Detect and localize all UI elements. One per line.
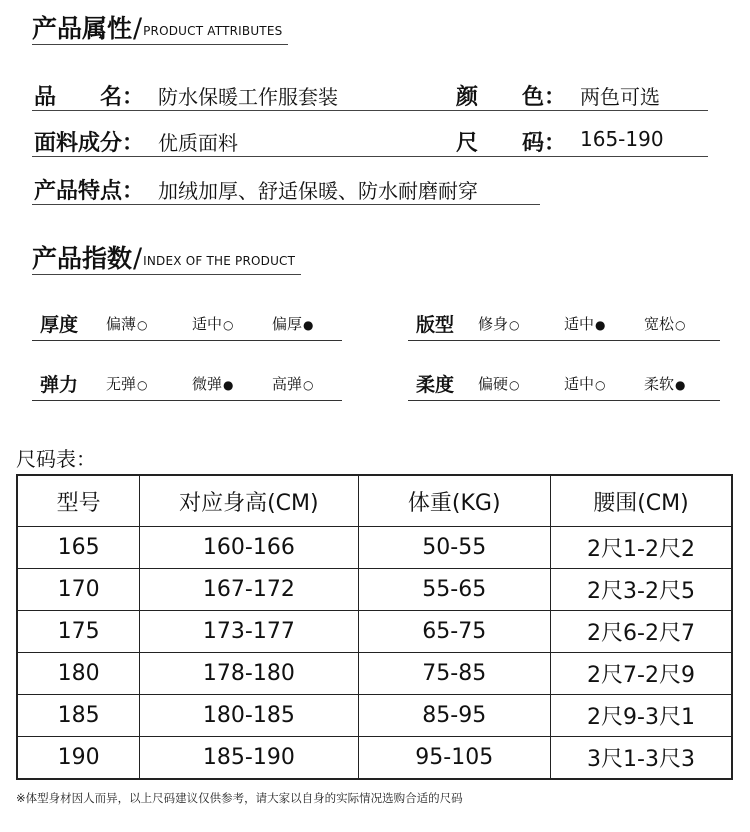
- weight-cell: 50-55: [358, 527, 550, 569]
- size-cell: 185: [17, 695, 140, 737]
- attribute-row-name-color: [32, 76, 708, 111]
- attribute-label: 尺 码：: [456, 131, 567, 156]
- index-title-zh: 产品指数: [32, 244, 133, 273]
- index-title-en: INDEX OF THE PRODUCT: [143, 254, 296, 268]
- size-cell: 190: [17, 737, 140, 780]
- attribute-row-fabric-size: [32, 122, 708, 157]
- waist-cell: 2尺6-2尺7: [550, 611, 732, 653]
- attribute-row-features: [32, 170, 540, 205]
- index-title: 弹力: [40, 374, 79, 396]
- waist-cell: 2尺9-3尺1: [550, 695, 732, 737]
- size-cell: 165: [17, 527, 140, 569]
- weight-cell: 55-65: [358, 569, 550, 611]
- radio-filled-icon: ●: [303, 318, 314, 332]
- index-option-selected: 适中●: [564, 315, 606, 333]
- attribute-value: 防水保暖工作服套装: [158, 85, 338, 109]
- index-title: 柔度: [416, 374, 455, 396]
- attribute-value: 加绒加厚、舒适保暖、防水耐磨耐穿: [158, 179, 478, 203]
- radio-empty-icon: ○: [137, 318, 148, 332]
- height-cell: 173-177: [140, 611, 358, 653]
- waist-cell: 2尺7-2尺9: [550, 653, 732, 695]
- waist-cell: 2尺1-2尺2: [550, 527, 732, 569]
- radio-empty-icon: ○: [595, 378, 606, 392]
- attributes-section-header: [32, 8, 288, 45]
- radio-filled-icon: ●: [675, 378, 686, 392]
- height-cell: 167-172: [140, 569, 358, 611]
- table-header-row: [17, 475, 732, 527]
- index-row-thickness: [32, 310, 342, 341]
- table-row: [17, 695, 732, 737]
- index-option: 适中○: [564, 375, 606, 393]
- table-row: [17, 527, 732, 569]
- table-row: [17, 569, 732, 611]
- weight-cell: 95-105: [358, 737, 550, 780]
- column-header: 型号: [17, 475, 140, 527]
- table-row: [17, 653, 732, 695]
- attribute-value: 两色可选: [580, 85, 660, 109]
- size-cell: 180: [17, 653, 140, 695]
- attributes-title-en: PRODUCT ATTRIBUTES: [143, 24, 283, 38]
- table-row: [17, 611, 732, 653]
- attributes-title-zh: 产品属性: [32, 14, 133, 43]
- index-option: 适中○: [192, 315, 234, 333]
- size-cell: 175: [17, 611, 140, 653]
- index-option: 高弹○: [272, 375, 314, 393]
- weight-cell: 85-95: [358, 695, 550, 737]
- index-option: 修身○: [478, 315, 520, 333]
- waist-cell: 2尺3-2尺5: [550, 569, 732, 611]
- attribute-label: 产品特点：: [34, 179, 145, 204]
- attribute-value: 优质面料: [158, 131, 238, 155]
- title-slash: /: [133, 13, 143, 44]
- radio-empty-icon: ○: [303, 378, 314, 392]
- attribute-label: 颜 色：: [456, 85, 567, 110]
- attribute-value: 165-190: [580, 127, 664, 151]
- attribute-label: 品 名：: [34, 85, 145, 110]
- size-table: [16, 474, 733, 780]
- index-row-softness: [408, 370, 720, 401]
- column-header: 对应身高(CM): [140, 475, 358, 527]
- index-option-selected: 偏厚●: [272, 315, 314, 333]
- waist-cell: 3尺1-3尺3: [550, 737, 732, 780]
- index-row-elasticity: [32, 370, 342, 401]
- title-slash: /: [133, 243, 143, 274]
- attribute-label: 面料成分：: [34, 131, 145, 156]
- radio-empty-icon: ○: [223, 318, 234, 332]
- height-cell: 185-190: [140, 737, 358, 780]
- height-cell: 178-180: [140, 653, 358, 695]
- height-cell: 160-166: [140, 527, 358, 569]
- table-row: [17, 737, 732, 780]
- radio-empty-icon: ○: [675, 318, 686, 332]
- index-row-fit: [408, 310, 720, 341]
- weight-cell: 75-85: [358, 653, 550, 695]
- column-header: 腰围(CM): [550, 475, 732, 527]
- index-option: 偏薄○: [106, 315, 148, 333]
- index-option-selected: 微弹●: [192, 375, 234, 393]
- index-option: 无弹○: [106, 375, 148, 393]
- radio-empty-icon: ○: [509, 318, 520, 332]
- weight-cell: 65-75: [358, 611, 550, 653]
- index-section-header: [32, 238, 301, 275]
- index-option-selected: 柔软●: [644, 375, 686, 393]
- size-disclaimer-note: ※体型身材因人而异，以上尺码建议仅供参考，请大家以自身的实际情况选购合适的尺码: [16, 791, 463, 805]
- index-title: 厚度: [40, 314, 79, 336]
- radio-filled-icon: ●: [595, 318, 606, 332]
- height-cell: 180-185: [140, 695, 358, 737]
- index-option: 偏硬○: [478, 375, 520, 393]
- index-option: 宽松○: [644, 315, 686, 333]
- size-cell: 170: [17, 569, 140, 611]
- radio-empty-icon: ○: [137, 378, 148, 392]
- column-header: 体重(KG): [358, 475, 550, 527]
- size-chart-caption: 尺码表：: [16, 447, 96, 471]
- radio-empty-icon: ○: [509, 378, 520, 392]
- index-title: 版型: [416, 314, 455, 336]
- radio-filled-icon: ●: [223, 378, 234, 392]
